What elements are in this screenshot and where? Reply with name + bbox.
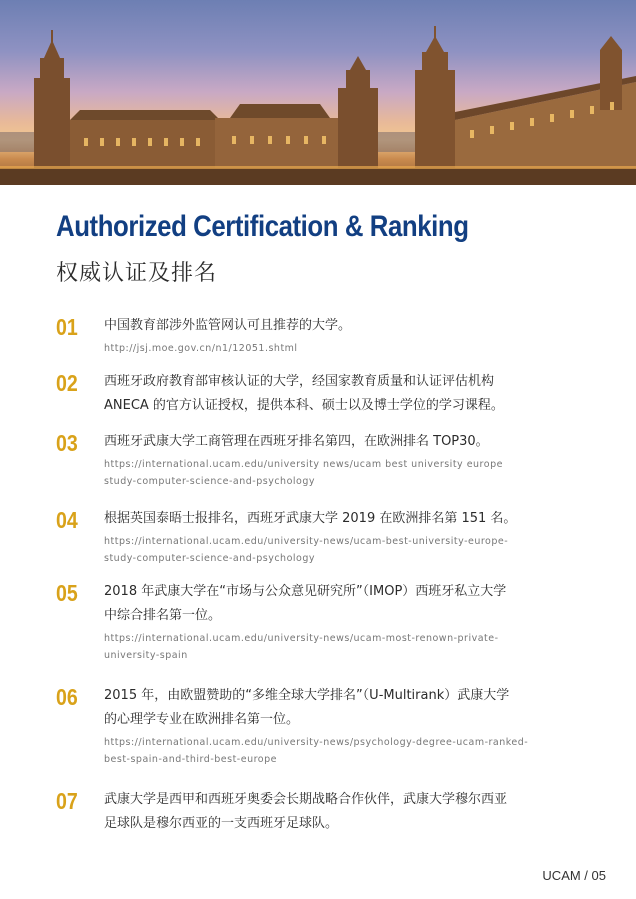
item-url[interactable]: best-spain-and-third-best-europe [104,754,277,765]
item-url[interactable]: https://international.ucam.edu/university news/ucam best university europe [104,459,503,470]
plaza-illustration [0,0,636,185]
header-banner-photo [0,0,636,185]
item-text: 2015 年，由欧盟赞助的“多维全球大学排名”（U-Multirank）武康大学 [104,688,510,703]
item-number: 06 [56,684,78,710]
page-footer: UCAM / 05 [542,868,606,883]
item-text: 根据英国泰晤士报排名，西班牙武康大学 2019 在欧洲排名第 151 名。 [104,511,517,526]
item-text: 的心理学专业在欧洲排名第一位。 [104,712,300,727]
item-text: 武康大学是西甲和西班牙奥委会长期战略合作伙伴，武康大学穆尔西亚 [104,792,508,807]
item-number: 01 [56,314,78,340]
page-title-zh: 权威认证及排名 [56,261,218,286]
item-text: 中综合排名第一位。 [104,608,222,623]
item-url[interactable]: https://international.ucam.edu/university-news/ucam-most-renown-private- [104,633,499,644]
item-number: 07 [56,788,78,814]
item-text: 足球队是穆尔西亚的一支西班牙足球队。 [104,816,339,831]
item-url[interactable]: https://international.ucam.edu/university-news/ucam-best-university-europe- [104,536,509,547]
item-number: 05 [56,580,78,606]
item-text: 西班牙武康大学工商管理在西班牙排名第四，在欧洲排名 TOP30。 [104,434,489,449]
item-text: 2018 年武康大学在“市场与公众意见研究所”（IMOP）西班牙私立大学 [104,584,507,599]
item-text: 中国教育部涉外监管网认可且推荐的大学。 [104,318,352,333]
item-number: 03 [56,430,78,456]
item-url[interactable]: https://international.ucam.edu/university-news/psychology-degree-ucam-ranked- [104,737,529,748]
item-text: 西班牙政府教育部审核认证的大学，经国家教育质量和认证评估机构 [104,374,495,389]
item-url[interactable]: study-computer-science-and-psychology [104,476,315,487]
item-number: 04 [56,507,78,533]
item-text: ANECA 的官方认证授权，提供本科、硕士以及博士学位的学习课程。 [104,398,504,413]
item-number: 02 [56,370,78,396]
item-url[interactable]: university-spain [104,650,188,661]
item-url[interactable]: study-computer-science-and-psychology [104,553,315,564]
item-url[interactable]: http://jsj.moe.gov.cn/n1/12051.shtml [104,343,298,354]
page-title-en: Authorized Certification & Ranking [56,210,469,243]
